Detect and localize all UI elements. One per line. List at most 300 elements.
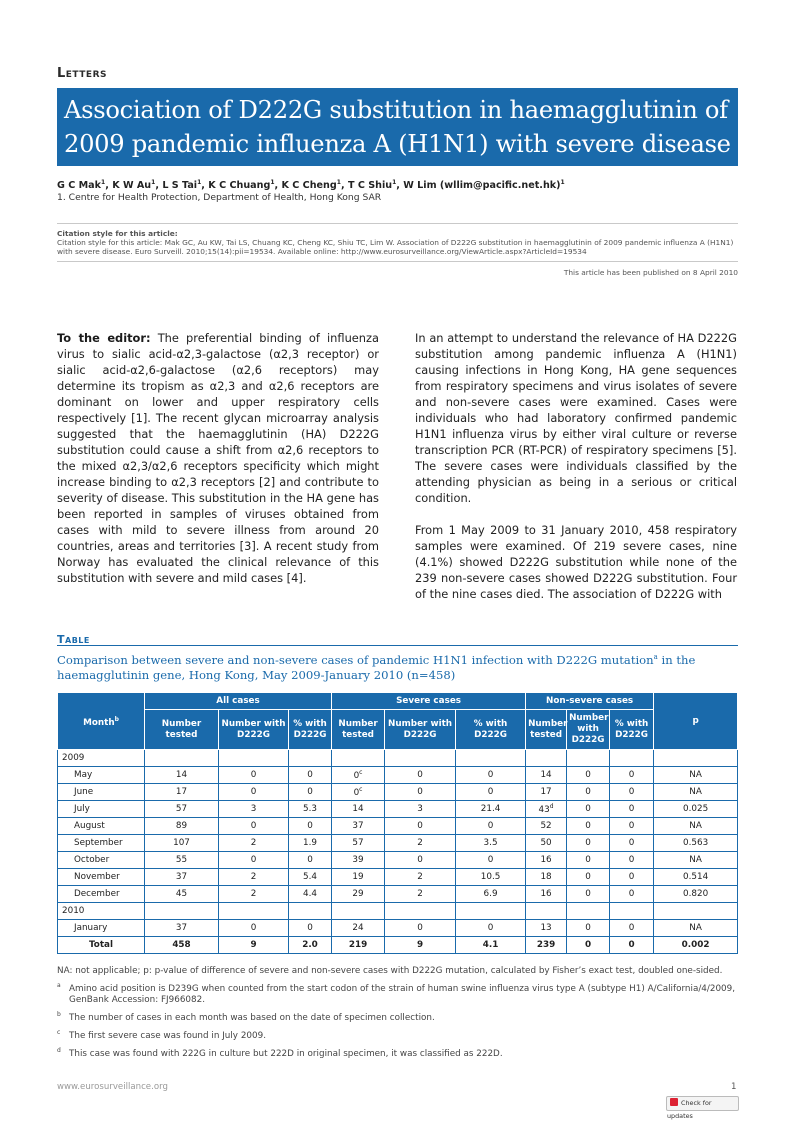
caption-text: Comparison between severe and non-severe cases of pandemic H1N1 infection with D222G mutation (57, 652, 654, 667)
table-row (58, 852, 738, 869)
cell-value: NA (689, 787, 702, 797)
empty-cell (610, 750, 654, 767)
cell-value: 16 (540, 889, 552, 899)
empty-cell (332, 750, 385, 767)
value-cell (145, 818, 219, 835)
affiliation: 1. Centre for Health Protection, Department of Health, Hong Kong SAR (57, 192, 382, 203)
empty-cell (289, 750, 332, 767)
cell-value: 9 (250, 940, 257, 950)
cell-value: 0 (628, 855, 635, 865)
cell-value: 14 (352, 804, 364, 814)
author-affil-mark: 1 (197, 179, 202, 186)
value-cell (567, 784, 610, 801)
value-cell (385, 784, 456, 801)
value-cell (332, 852, 385, 869)
cell-value: 0 (585, 855, 591, 865)
value-cell (610, 784, 654, 801)
month-cell: November (58, 869, 145, 886)
cell-value: 0 (628, 770, 635, 780)
footnote (57, 1009, 738, 1024)
cell-value: 24 (352, 923, 364, 933)
empty-cell (456, 750, 526, 767)
author-affil-mark: 1 (101, 179, 106, 186)
table-row (58, 869, 738, 886)
value-cell (219, 852, 289, 869)
table-row (58, 784, 738, 801)
value-cell (456, 852, 526, 869)
value-cell (332, 920, 385, 937)
header-sup: b (114, 715, 119, 723)
cell-value: 0 (585, 872, 591, 882)
value-cell (145, 920, 219, 937)
cell-value: 0 (250, 821, 257, 831)
value-cell (219, 818, 289, 835)
table-caption (57, 650, 738, 683)
published-date: This article has been published on 8 April 2010 (563, 268, 738, 277)
value-cell (219, 801, 289, 818)
value-cell (567, 937, 610, 954)
value-cell (289, 920, 332, 937)
footnote-text: Amino acid position is D239G when counted from the start codon of the strain of human swine influenza virus type A (subtype H1) A/California/4/2009, GenBank Accession: FJ966082. (69, 983, 736, 1005)
cell-value: 0 (250, 770, 257, 780)
cell-value: 0 (585, 889, 591, 899)
cell-sup: d (549, 803, 554, 811)
cell-value: 9 (416, 940, 424, 950)
value-cell (145, 767, 219, 784)
cell-value: 52 (540, 821, 552, 831)
value-cell (526, 801, 567, 818)
author-name: G C Mak (57, 180, 101, 192)
value-cell (526, 784, 567, 801)
article-title: Association of D222G substitution in haemagglutinin of 2009 pandemic influenza A (H1N1) with severe disease (64, 96, 731, 158)
article-title-banner (57, 88, 738, 166)
value-cell (385, 818, 456, 835)
cell-value: 43 (538, 804, 550, 815)
empty-cell (610, 903, 654, 920)
cell-value: 0 (628, 787, 635, 797)
cell-value: 458 (172, 940, 191, 950)
value-cell (654, 937, 738, 954)
cell-value: 3 (417, 804, 423, 814)
header-row (58, 693, 738, 710)
cell-value: 13 (540, 923, 552, 933)
cell-value: 3.5 (483, 838, 498, 848)
value-cell (654, 818, 738, 835)
cell-value: 0 (487, 787, 494, 797)
value-cell (610, 767, 654, 784)
value-cell (289, 835, 332, 852)
value-cell (567, 801, 610, 818)
divider (57, 261, 738, 262)
cell-value: 0 (628, 838, 635, 848)
empty-cell (526, 903, 567, 920)
cell-value: 0 (585, 940, 592, 950)
month-cell: May (58, 767, 145, 784)
author-affil-mark: 1 (560, 179, 565, 186)
value-cell (456, 767, 526, 784)
cell-value: 37 (352, 821, 364, 831)
value-cell (654, 869, 738, 886)
year-cell: 2009 (58, 750, 145, 767)
author-name: K C Cheng (281, 180, 337, 192)
table-row (58, 818, 738, 835)
value-cell (219, 835, 289, 852)
value-cell (610, 937, 654, 954)
footnote-text: The number of cases in each month was based on the date of specimen collection. (69, 1012, 435, 1023)
value-cell (385, 835, 456, 852)
value-cell (526, 920, 567, 937)
cell-value: 21.4 (480, 804, 501, 814)
value-cell (332, 869, 385, 886)
value-cell (332, 886, 385, 903)
citation-text: Citation style for this article: Mak GC, Au KW, Tai LS, Chuang KC, Cheng KC, Shiu TC, Lim W. Association of D222G substitution in haemagglutinin of 2009 pandemic influenza A (H1N1) with severe disease. Euro Surveill. 2010;15(14):pii=19534. Available online: http://www.eurosurveillance.org/ViewArticle.aspx?ArticleId=19534 (57, 238, 734, 256)
author-affil-mark: 1 (151, 179, 156, 186)
value-cell (567, 818, 610, 835)
value-cell (145, 886, 219, 903)
cell-value: 6.9 (483, 889, 498, 899)
value-cell (219, 886, 289, 903)
footnote-mark: a (57, 982, 61, 989)
value-cell (145, 835, 219, 852)
table-row (58, 937, 738, 954)
value-cell (219, 937, 289, 954)
footer-url[interactable]: www.eurosurveillance.org (57, 1082, 168, 1092)
table-row (58, 801, 738, 818)
cell-value: 0.002 (681, 940, 710, 950)
body-column-left (57, 330, 379, 602)
value-cell (385, 852, 456, 869)
cell-value: 50 (540, 838, 552, 848)
table-row (58, 886, 738, 903)
value-cell (526, 937, 567, 954)
cell-value: 57 (352, 838, 364, 848)
month-header (58, 693, 145, 750)
month-cell: June (58, 784, 145, 801)
author-affil-mark: 1 (336, 179, 341, 186)
cell-value: NA (689, 770, 702, 780)
cell-value: 4.1 (482, 940, 499, 950)
cell-value: 0 (628, 923, 635, 933)
value-cell (526, 886, 567, 903)
value-cell (385, 767, 456, 784)
cell-value: 0 (487, 821, 494, 831)
cell-value: 0 (307, 923, 313, 933)
cell-value: 219 (348, 940, 368, 950)
value-cell (385, 937, 456, 954)
cell-value: 89 (175, 821, 188, 831)
cell-value: 0 (417, 821, 423, 831)
notes-main: NA: not applicable; p: p-value of difference of severe and non-severe cases with D222G mutation, calculated by Fisher’s exact test, doubled one-sided. (57, 966, 723, 976)
cell-value: 14 (175, 770, 188, 780)
cell-value: 239 (536, 940, 556, 950)
value-cell (145, 801, 219, 818)
cell-value: 0 (250, 923, 257, 933)
value-cell (567, 869, 610, 886)
cell-value: 16 (540, 855, 552, 865)
cell-value: 0 (353, 787, 360, 798)
footnote-text: This case was found with 222G in culture but 222D in original specimen, it was classified as 222D. (69, 1048, 503, 1059)
footnote-list (57, 980, 738, 1060)
value-cell (567, 852, 610, 869)
sub-header: % with D222G (456, 710, 526, 750)
cell-value: 29 (352, 889, 364, 899)
paragraph (57, 330, 379, 586)
value-cell (289, 886, 332, 903)
empty-cell (654, 750, 738, 767)
month-cell: October (58, 852, 145, 869)
cell-value: 45 (175, 889, 188, 899)
cell-value: 0 (487, 855, 494, 865)
year-cell: 2010 (58, 903, 145, 920)
value-cell (289, 801, 332, 818)
value-cell (526, 767, 567, 784)
empty-cell (526, 750, 567, 767)
cell-value: 2 (417, 838, 423, 848)
cell-value: 17 (540, 787, 552, 797)
value-cell (456, 835, 526, 852)
table-row (58, 835, 738, 852)
cell-value: 19 (352, 872, 364, 882)
table-notes (57, 966, 738, 1063)
value-cell (289, 852, 332, 869)
cell-value: 0 (417, 770, 423, 780)
sub-header: % with D222G (289, 710, 332, 750)
crossmark-icon (670, 1098, 678, 1106)
value-cell (332, 835, 385, 852)
cell-sup: c (359, 786, 363, 794)
cell-value: 0 (307, 770, 313, 780)
empty-cell (332, 903, 385, 920)
cell-value: 0 (307, 787, 313, 797)
cell-value: 0 (250, 855, 257, 865)
cell-value: 0 (628, 821, 635, 831)
value-cell (526, 869, 567, 886)
table-label: Table (57, 633, 90, 646)
cell-value: 3 (250, 804, 257, 814)
value-cell (567, 886, 610, 903)
empty-cell (289, 903, 332, 920)
table-row (58, 903, 738, 920)
cell-value: 37 (175, 923, 188, 933)
paragraph: In an attempt to understand the relevance of HA D222G substitution among pandemic influenza A (H1N1) causing infections in Hong Kong, HA gene sequences from respiratory specimens and virus isolates of severe and non-severe cases were examined. Cases were individuals who had laboratory confirmed pandemic H1N1 influenza virus by either viral culture or reverse transcription PCR (RT-PCR) of respiratory specimens [5]. The severe cases were individuals classified by the attending physician as being in a serious or critical condition. (415, 331, 737, 505)
value-cell (385, 886, 456, 903)
value-cell (456, 801, 526, 818)
cell-value: 5.4 (303, 872, 318, 882)
cell-value: 2 (250, 872, 257, 882)
table-row (58, 920, 738, 937)
cell-value: 10.5 (480, 872, 501, 882)
author-list: G C Mak$^1$, K W Au$^1$, L S Tai$^1$, K C Chuang$^1$, K C Cheng$^1$, T C Shiu$^1$, W Lim (wllim@pacific.net.hk)$^1$ (57, 179, 565, 192)
footnote (57, 1027, 738, 1042)
cell-value: 57 (175, 804, 188, 814)
value-cell (610, 818, 654, 835)
empty-cell (219, 750, 289, 767)
group-header: Non-severe cases (526, 693, 654, 710)
updates-label: Check for updates (667, 1099, 712, 1120)
sub-header: % with D222G (610, 710, 654, 750)
value-cell (610, 835, 654, 852)
cell-value: 2.0 (302, 940, 318, 950)
value-cell (332, 818, 385, 835)
paragraph-text: The preferential binding of influenza virus to sialic acid-α2,3-galactose (α2,3 receptor) or sialic acid-α2,6-galactose (α2,6 receptors) may determine its tropism as α2,3 and α2,6 receptors are dominant on lower and upper respiratory cells respectively [1]. The recent glycan microarray analysis suggested that the haemagglutinin (HA) D222G substitution could cause a shift from α2,6 receptors to the mixed α2,3/α2,6 receptors specificity which might increase binding to α2,3 receptors [2] and contribute to severity of disease. This substitution in the HA gene has been reported in samples of viruses obtained from cases with mild to severe illness from around 20 countries, areas and territories [3]. A recent study from Norway has evaluated the clinical relevance of this substitution with severe and mild cases [4]. (57, 331, 379, 585)
value-cell (145, 852, 219, 869)
cell-value: 107 (173, 838, 190, 848)
cell-value: NA (689, 855, 702, 865)
value-cell (289, 818, 332, 835)
cell-value: 0 (585, 804, 591, 814)
value-cell (654, 801, 738, 818)
empty-cell (456, 903, 526, 920)
value-cell (145, 869, 219, 886)
footnote (57, 980, 738, 1006)
empty-cell (654, 903, 738, 920)
cell-value: 0 (628, 940, 635, 950)
sub-header: Number tested (332, 710, 385, 750)
cell-value: 14 (540, 770, 552, 780)
footnote (57, 1045, 738, 1060)
citation-heading: Citation style for this article: (57, 229, 178, 238)
author-name: L S Tai (162, 180, 198, 192)
cell-value: 0 (307, 855, 313, 865)
value-cell (654, 835, 738, 852)
value-cell (456, 818, 526, 835)
value-cell (526, 818, 567, 835)
data-table (57, 692, 738, 954)
cell-value: 0 (585, 770, 591, 780)
value-cell (456, 869, 526, 886)
cell-value: NA (689, 821, 702, 831)
cell-value: 4.4 (303, 889, 318, 899)
value-cell (145, 937, 219, 954)
author-name: W Lim (wllim@pacific.net.hk) (403, 180, 561, 192)
empty-cell (385, 750, 456, 767)
author-name: K C Chuang (208, 180, 271, 192)
cell-value: 0 (487, 770, 494, 780)
empty-cell (219, 903, 289, 920)
cell-value: 0 (307, 821, 313, 831)
cell-value: 0 (417, 923, 423, 933)
footnote-mark: b (57, 1010, 61, 1018)
value-cell (610, 920, 654, 937)
sub-header: Number tested (526, 710, 567, 750)
value-cell (567, 920, 610, 937)
body-column-right (415, 330, 737, 618)
cell-value: 0.025 (683, 804, 709, 814)
cell-value: 18 (540, 872, 552, 882)
value-cell (332, 784, 385, 801)
month-cell: September (58, 835, 145, 852)
value-cell (610, 801, 654, 818)
value-cell (289, 869, 332, 886)
cell-value: NA (689, 923, 702, 933)
value-cell (289, 767, 332, 784)
paragraph: From 1 May 2009 to 31 January 2010, 458 respiratory samples were examined. Of 219 severe cases, nine (4.1%) showed D222G substitution while none of the 239 non-severe cases showed D222G substitution. Four of the nine cases died. The association of D222G with (415, 523, 737, 601)
group-header: Severe cases (332, 693, 526, 710)
cell-value: 0 (417, 855, 423, 865)
header-text: Month (83, 717, 115, 728)
value-cell (526, 835, 567, 852)
cell-value: 2 (417, 889, 423, 899)
cell-value: 2 (250, 838, 257, 848)
cell-value: 0 (628, 889, 635, 899)
month-cell: July (58, 801, 145, 818)
cell-value: 5.3 (303, 804, 318, 814)
value-cell (145, 784, 219, 801)
value-cell (654, 852, 738, 869)
p-header: p (654, 693, 738, 750)
cell-value: 2 (417, 872, 423, 882)
cell-value: 0 (487, 923, 494, 933)
cell-value: 55 (175, 855, 188, 865)
value-cell (610, 852, 654, 869)
value-cell (332, 767, 385, 784)
caption-text: in the haemagglutinin gene, Hong Kong, May 2009-January 2010 (n=458) (57, 652, 696, 682)
table-row (58, 767, 738, 784)
value-cell (567, 835, 610, 852)
cell-value: 0.514 (683, 872, 709, 882)
value-cell (610, 886, 654, 903)
value-cell (456, 784, 526, 801)
footnote-mark: d (57, 1046, 61, 1054)
value-cell (456, 920, 526, 937)
author-name: T C Shiu (347, 180, 393, 192)
cell-value: 39 (352, 855, 364, 865)
cell-value: 0 (628, 804, 635, 814)
cell-value: 0 (417, 787, 423, 797)
footnote-mark: c (57, 1028, 61, 1036)
value-cell (567, 767, 610, 784)
month-cell: January (58, 920, 145, 937)
month-cell: December (58, 886, 145, 903)
cell-value: 1.9 (303, 838, 318, 848)
value-cell (654, 920, 738, 937)
author-affil-mark: 1 (392, 179, 397, 186)
sub-header: Number tested (145, 710, 219, 750)
cell-value: 2 (250, 889, 257, 899)
cell-sup: c (359, 769, 363, 777)
cell-value: 0.563 (683, 838, 709, 848)
page-number: 1 (731, 1082, 737, 1092)
group-header: All cases (145, 693, 332, 710)
value-cell (219, 784, 289, 801)
cell-value: 0 (250, 787, 257, 797)
lead-in: To the editor: (57, 331, 151, 345)
cell-value: 0 (585, 838, 591, 848)
value-cell (526, 852, 567, 869)
empty-cell (145, 750, 219, 767)
check-for-updates-button[interactable] (666, 1096, 739, 1120)
value-cell (654, 784, 738, 801)
caption-sup: a (653, 653, 658, 661)
author-affil-mark: 1 (270, 179, 275, 186)
value-cell (332, 801, 385, 818)
cell-value: 0 (628, 872, 635, 882)
empty-cell (567, 903, 610, 920)
value-cell (385, 801, 456, 818)
cell-value: 17 (175, 787, 188, 797)
cell-value: 0 (353, 770, 360, 781)
value-cell (219, 869, 289, 886)
cell-value: 0.820 (683, 889, 709, 899)
value-cell (219, 767, 289, 784)
table-rule (57, 645, 738, 646)
section-label: Letters (57, 66, 107, 81)
value-cell (289, 784, 332, 801)
value-cell (456, 937, 526, 954)
author-name: K W Au (112, 180, 152, 192)
footnote-text: The first severe case was found in July 2009. (69, 1030, 266, 1041)
month-cell: August (58, 818, 145, 835)
